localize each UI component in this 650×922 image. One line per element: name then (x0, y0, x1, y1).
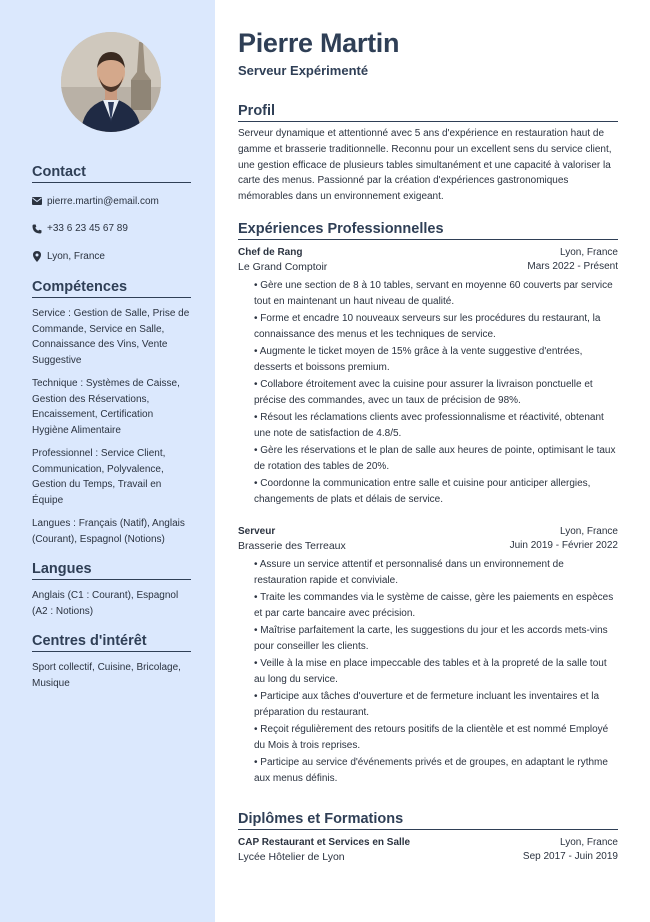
job-entry (238, 525, 618, 788)
education-entry (238, 836, 618, 864)
job-bullet: • Reçoit régulièrement des retours positifs de la clientèle et est nommé Employé du Mois à trois reprises. (254, 724, 609, 751)
job-header (238, 525, 618, 539)
job-role: Chef de Rang (238, 247, 303, 258)
profile-heading: Profil (238, 103, 618, 122)
contact-location: Lyon, France (47, 250, 105, 262)
job-bullet: • Maîtrise parfaitement la carte, les suggestions du jour et les accords mets-vins pour conseiller les clients. (254, 625, 608, 652)
candidate-title: Serveur Expérimenté (238, 63, 369, 78)
languages-section (32, 561, 191, 627)
job-bullet: • Coordonne la communication entre salle et cuisine pour anticiper allergies, changements de plats et délais de service. (254, 478, 591, 505)
languages-heading: Langues (32, 561, 191, 580)
job-bullet: • Participe au service d'événements privés et de groupes, en adaptant le rythme aux menus définis. (254, 757, 608, 784)
education-subheader (238, 850, 618, 864)
skills-section (32, 279, 191, 555)
interests-text: Sport collectif, Cuisine, Bricolage, Musique (32, 662, 181, 689)
contact-email-row (32, 194, 191, 208)
contact-phone-row (32, 222, 191, 236)
profile-text: Serveur dynamique et attentionné avec 5 ans d'expérience en restauration haut de gamme et brasserie traditionnelle. Reconnu pour un excellent sens du service client, une gestion efficace de plusieurs tables simultanément et une capacité à valoriser la carte des menus. Passionné par la création d'expériences gastronomiques mémorables dans un environnement exigeant. (238, 128, 612, 203)
sidebar (0, 0, 215, 922)
contact-phone[interactable]: +33 6 23 45 67 89 (47, 223, 128, 234)
contact-section (32, 164, 191, 277)
location-pin-icon (32, 251, 42, 261)
phone-icon (32, 224, 42, 234)
skill-group-service: Service : Gestion de Salle, Prise de Commande, Service en Salle, Connaissance des Vins, Vente Suggestive (32, 308, 190, 366)
job-bullet: • Collabore étroitement avec la cuisine pour assurer la livraison ponctuelle et précise des commandes, avec un taux de précision de 98%. (254, 379, 593, 406)
job-header (238, 246, 618, 260)
education-location: Lyon, France (560, 837, 618, 848)
skill-group-professionnel: Professionnel : Service Client, Communication, Polyvalence, Gestion du Temps, Travail en Équipe (32, 448, 166, 506)
interests-heading: Centres d'intérêt (32, 633, 191, 652)
education-degree: CAP Restaurant et Services en Salle (238, 837, 411, 848)
education-school: Lycée Hôtelier de Lyon (238, 851, 345, 863)
job-bullets (238, 278, 618, 507)
job-bullet: • Forme et encadre 10 nouveaux serveurs sur les procédures du restaurant, la connaissance des menus et les techniques de service. (254, 313, 601, 340)
job-company: Le Grand Comptoir (238, 261, 328, 273)
envelope-icon (32, 196, 42, 206)
job-bullet: • Traite les commandes via le système de caisse, gère les paiements en espèces et par carte bancaire avec précision. (254, 592, 614, 619)
interests-section (32, 633, 191, 699)
contact-heading: Contact (32, 164, 191, 183)
job-bullet: • Gère les réservations et le plan de salle aux heures de pointe, optimisant le taux de rotation des tables de 20%. (254, 445, 616, 472)
job-subheader (238, 260, 618, 274)
job-bullet: • Participe aux tâches d'ouverture et de fermeture incluant les inventaires et la préparation du restaurant. (254, 691, 600, 718)
job-company: Brasserie des Terreaux (238, 540, 346, 552)
job-bullet: • Augmente le ticket moyen de 15% grâce à la vente suggestive d'entrées, desserts et boissons premium. (254, 346, 583, 373)
skill-group-langues: Langues : Français (Natif), Anglais (Courant), Espagnol (Notions) (32, 518, 185, 545)
candidate-name: Pierre Martin (238, 28, 400, 58)
education-dates: Sep 2017 - Juin 2019 (522, 851, 618, 862)
languages-text: Anglais (C1 : Courant), Espagnol (A2 : Notions) (32, 590, 179, 617)
job-bullet: • Veille à la mise en place impeccable des tables et à la propreté de la salle tout au long du service. (254, 658, 607, 685)
job-bullet: • Résout les réclamations clients avec professionnalisme et réactivité, obtenant une note de satisfaction de 4.8/5. (254, 412, 604, 439)
contact-email[interactable]: pierre.martin@email.com (47, 195, 159, 207)
job-bullet: • Gère une section de 8 à 10 tables, servant en moyenne 60 couverts par service tout en maintenant un haut niveau de qualité. (254, 280, 613, 307)
job-entry (238, 246, 618, 509)
job-bullet: • Assure un service attentif et personnalisé dans un environnement de restauration rapide et conviviale. (254, 559, 564, 586)
profile-photo (61, 32, 161, 132)
job-role: Serveur (238, 526, 276, 537)
job-dates: Mars 2022 - Présent (527, 261, 618, 272)
job-bullets (238, 557, 618, 786)
education-header (238, 836, 618, 850)
experience-heading: Expériences Professionnelles (238, 221, 618, 240)
skill-group-technique: Technique : Systèmes de Caisse, Gestion des Réservations, Encaissement, Certification Hygiène Alimentaire (32, 378, 180, 436)
education-heading: Diplômes et Formations (238, 811, 618, 830)
contact-location-row (32, 249, 191, 263)
job-subheader (238, 539, 618, 553)
job-location: Lyon, France (560, 526, 618, 537)
job-location: Lyon, France (560, 247, 618, 258)
job-dates: Juin 2019 - Février 2022 (509, 540, 618, 551)
skills-heading: Compétences (32, 279, 191, 298)
